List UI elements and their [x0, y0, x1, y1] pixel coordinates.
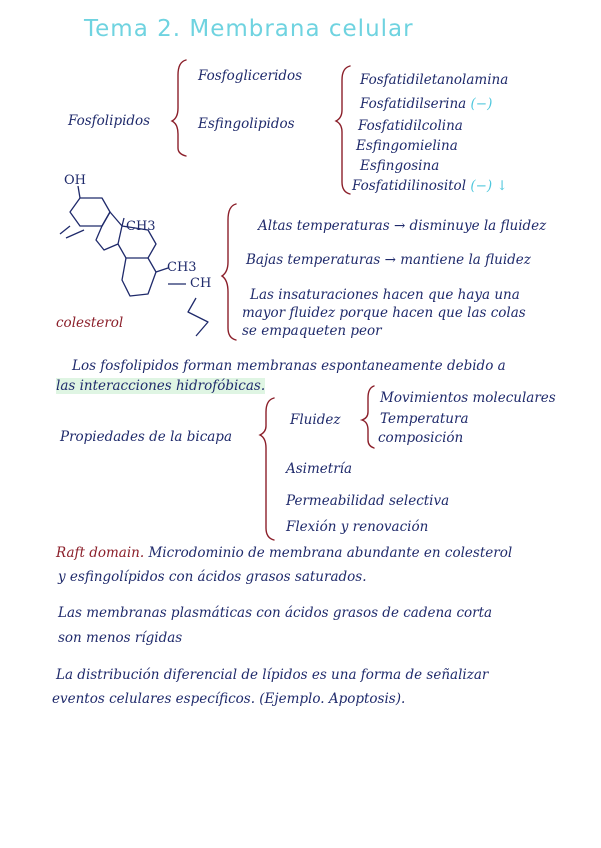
ch3-label-b: CH3: [167, 260, 197, 275]
fluidez-item-temperatura: Temperatura: [380, 411, 469, 427]
fluidez-label: Fluidez: [290, 412, 341, 428]
ch-label: CH: [190, 276, 212, 291]
effect-insaturaciones-line2: mayor fluidez porque hacen que las colas: [242, 305, 526, 321]
effect-insaturaciones-line1: Las insaturaciones hacen que haya una: [250, 287, 520, 303]
raft-text: Microdominio de membrana abundante en colesterol: [148, 545, 513, 561]
group-esfingolipidos: Esfingolipidos: [198, 116, 295, 132]
item-esfingosina: Esfingosina: [360, 158, 440, 174]
propiedad-permeabilidad: Permeabilidad selectiva: [286, 493, 450, 509]
membranas-line1: Las membranas plasmáticas con ácidos grasos de cadena corta: [58, 605, 493, 621]
fosfolipidos-text-line2: las interacciones hidrofóbicas.: [56, 378, 266, 394]
effect-bajas-temperaturas: Bajas temperaturas → mantiene la fluidez: [246, 252, 531, 268]
distribucion-line1: La distribución diferencial de lípidos es una forma de señalizar: [56, 667, 489, 683]
group-fosfogliceridos: Fosfogliceridos: [198, 68, 303, 84]
ch3-label-a: CH3: [126, 219, 156, 234]
effect-altas-temperaturas: Altas temperaturas → disminuye la fluidez: [258, 218, 547, 234]
effect-insaturaciones-line3: se empaqueten peor: [242, 323, 382, 339]
propiedades-label: Propiedades de la bicapa: [60, 429, 232, 445]
brace-items: [336, 66, 350, 194]
oh-label: OH: [64, 173, 86, 188]
membranas-line2: son menos rígidas: [58, 630, 183, 646]
brace-colesterol: [222, 204, 236, 340]
distribucion-line2: eventos celulares específicos. (Ejemplo. Apoptosis).: [52, 691, 406, 707]
negative-charge-badge: (−): [470, 96, 493, 112]
item-fosfatidiletanolamina: Fosfatidiletanolamina: [360, 72, 509, 88]
brace-propiedades: [260, 398, 274, 540]
item-fosfatidilcolina: Fosfatidilcolina: [358, 118, 463, 134]
raft-label: Raft domain.: [56, 545, 145, 561]
propiedad-asimetria: Asimetría: [286, 461, 353, 477]
item-fosfatidilinositol-text: Fosfatidilinositol: [352, 178, 467, 194]
propiedad-flexion: Flexión y renovación: [286, 519, 429, 535]
brace-fluidez: [362, 386, 374, 448]
fosfolipidos-label: Fosfolipidos: [68, 113, 151, 129]
item-esfingomielina: Esfingomielina: [356, 138, 458, 154]
fosfolipidos-text-line1: Los fosfolipidos forman membranas espontaneamente debido a: [72, 358, 506, 374]
page-title: Tema 2. Membrana celular: [84, 16, 414, 42]
colesterol-label: colesterol: [56, 315, 124, 331]
fluidez-item-movimientos: Movimientos moleculares: [380, 390, 556, 406]
raft-line2: y esfingolípidos con ácidos grasos saturados.: [58, 569, 367, 585]
colesterol-structure-icon: [60, 186, 208, 336]
fluidez-item-composicion: composición: [378, 430, 464, 446]
negative-charge-arrow-badge: (−) ↓: [470, 178, 508, 194]
item-fosfatidilserina-text: Fosfatidilserina: [360, 96, 467, 112]
brace-fosfolipidos: [172, 60, 186, 156]
